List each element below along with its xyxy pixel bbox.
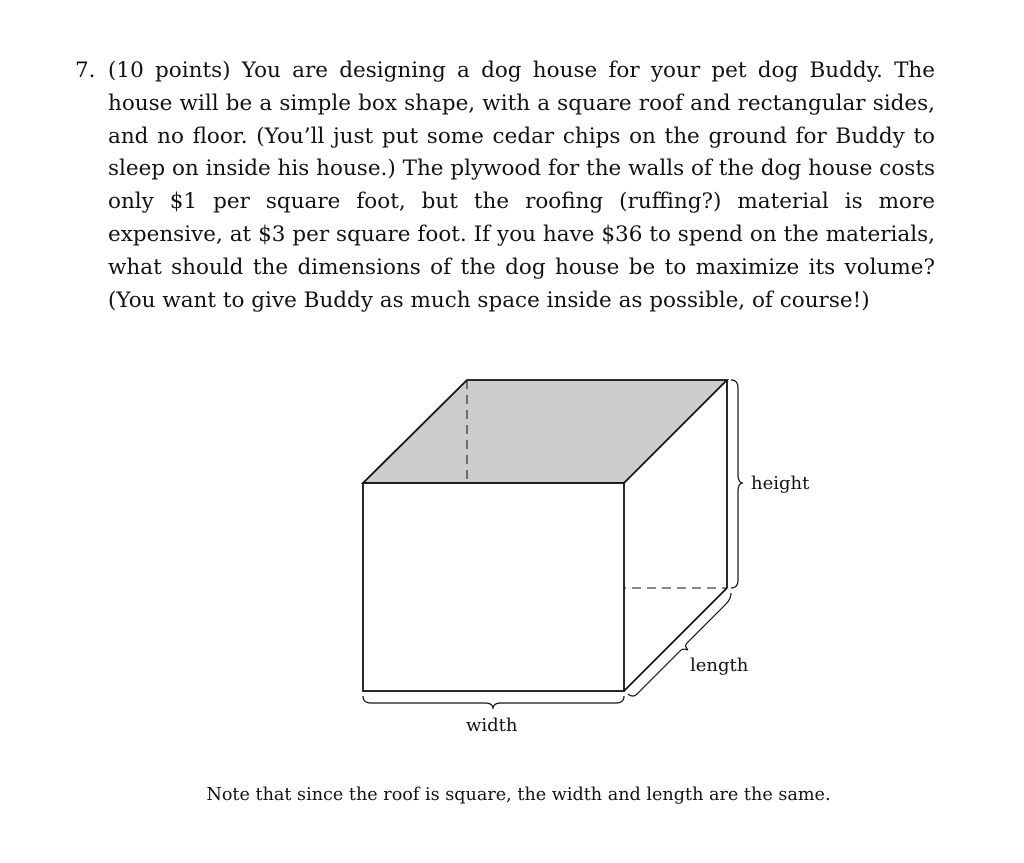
- problem-number: 7.: [75, 58, 96, 83]
- length-brace: [628, 593, 731, 696]
- roof-face: [363, 380, 727, 483]
- problem-text: (10 points) You are designing a dog house for your pet dog Buddy. The house will be a simple box shape, with a square roof and rectangular sides, and no floor. (You’ll just put some cedar chips on the ground for Buddy to sleep on inside his house.) The plywood for the walls of the dog house costs only $1 per square foot, but the roofing (ruffing?) material is more expensive, at $3 per square foot. If you have $36 to spend on the materials, what should the dimensions of the dog house be to maximize its volume? (You want to give Buddy as much space inside as possible, of course!): [108, 58, 935, 313]
- width-label: width: [466, 715, 518, 736]
- length-label: length: [690, 655, 749, 676]
- height-brace: [731, 380, 743, 588]
- width-brace: [363, 696, 624, 709]
- figure-caption: Note that since the roof is square, the width and length are the same.: [206, 785, 831, 805]
- height-label: height: [751, 473, 810, 494]
- front-face: [363, 483, 624, 691]
